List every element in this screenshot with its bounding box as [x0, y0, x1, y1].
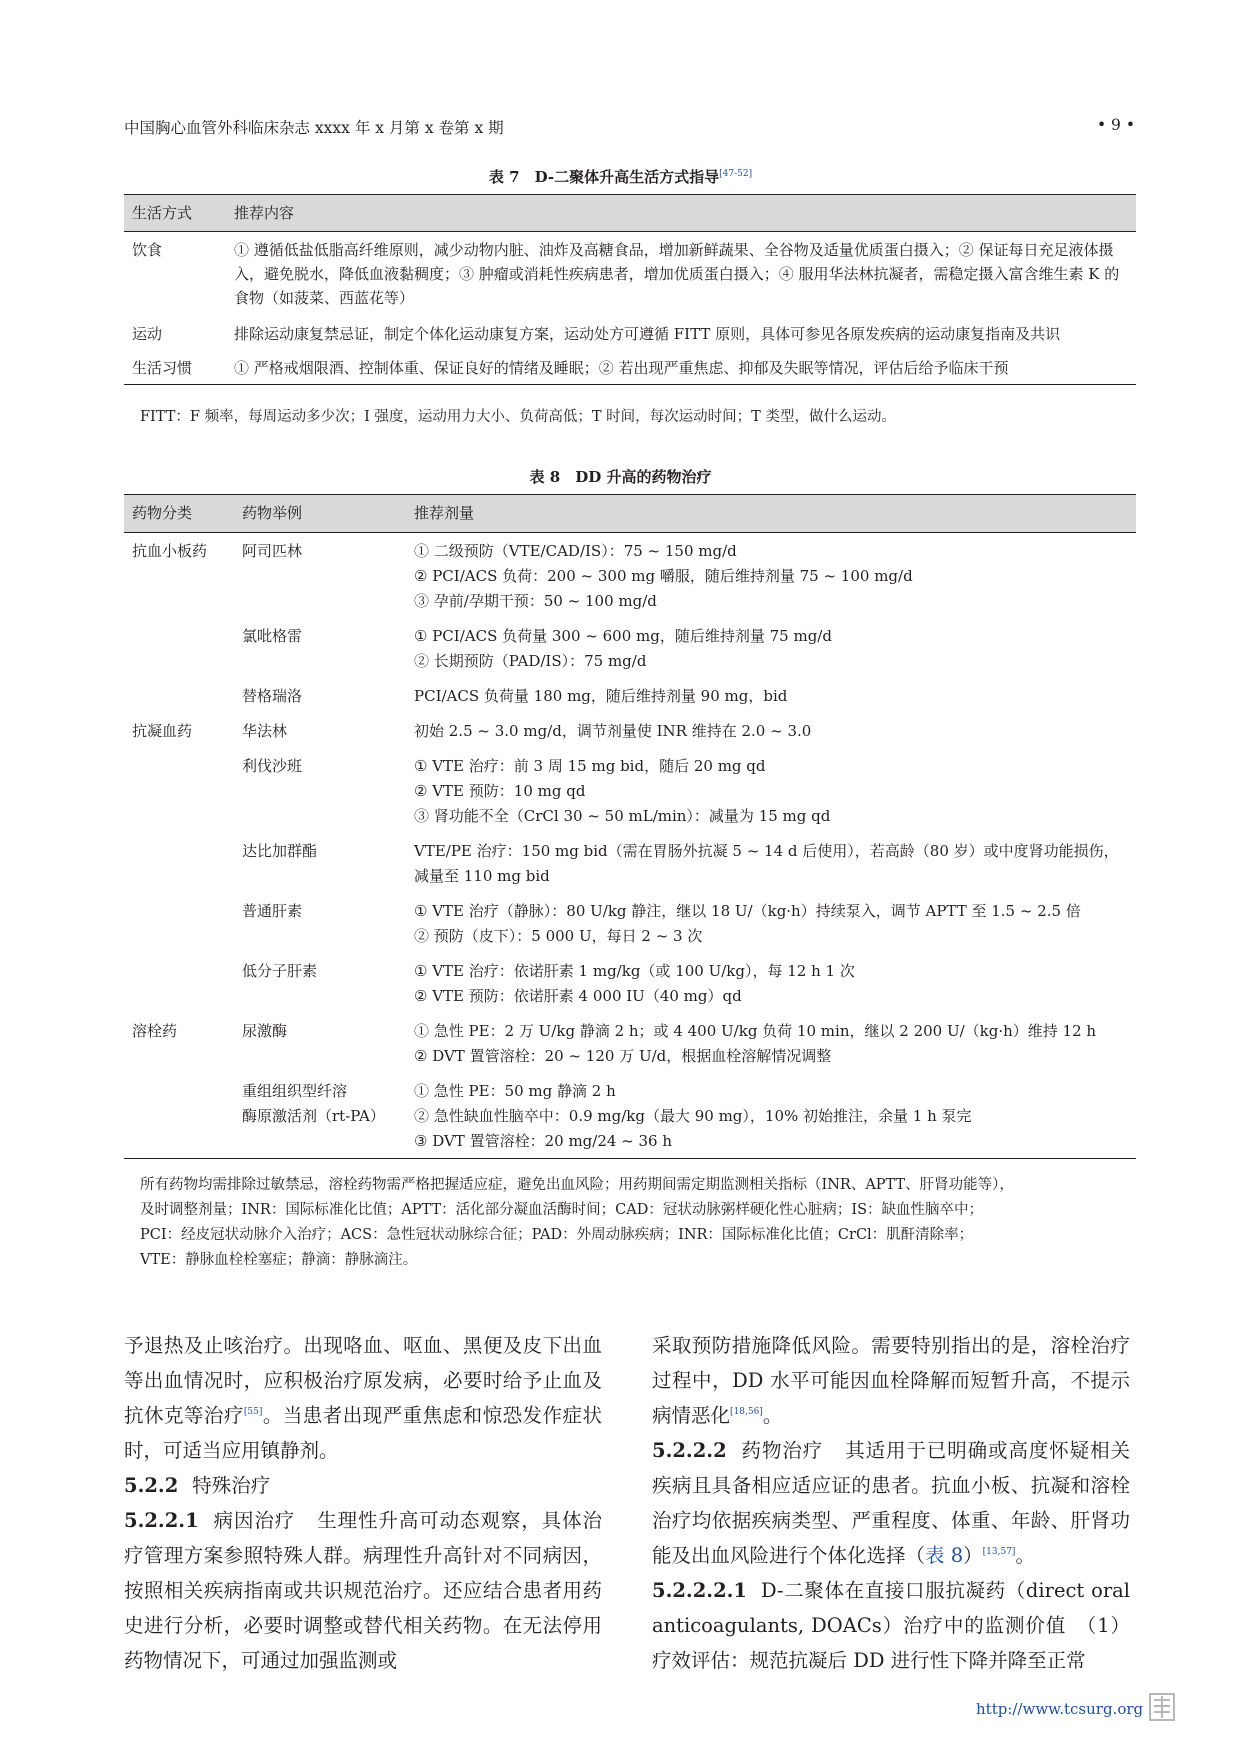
table8-drug	[234, 533, 406, 619]
table-row	[124, 533, 1136, 619]
body-left-column	[124, 1328, 602, 1678]
table-8-link[interactable]: 表 8	[925, 1544, 964, 1567]
table7-category: 运动	[132, 324, 163, 343]
table-row	[124, 316, 1136, 350]
table7-content: ① 严格戒烟限酒、控制体重、保证良好的情绪及睡眠；② 若出现严重焦虑、抑郁及失眠等情况，评估后给予临床干预	[226, 350, 1136, 385]
citation[interactable]: [55]	[243, 1407, 263, 1417]
table8-col-header: 药物举例	[234, 495, 406, 533]
table8-footnote	[140, 1173, 1130, 1273]
table8-drug	[234, 833, 406, 893]
table-row	[124, 232, 1136, 316]
table8-category	[124, 748, 234, 833]
table7-title	[0, 166, 1241, 187]
body-paragraph	[124, 1328, 602, 1468]
table8-drug	[234, 678, 406, 713]
dose-line: ② 预防（皮下）：5 000 U，每日 2 ~ 3 次	[414, 927, 703, 945]
drug-name: 氯吡格雷	[242, 627, 303, 645]
body-text: 生理性升高可动态观察，具体治疗管理方案参照特殊人群。病理性升高针对不同病因，按照相关疾病指南或共识规范治疗。还应结合患者用药史进行分析，必要时调整或替代相关药物。在无法停用药物情况下，可通过加强监测或	[124, 1509, 602, 1672]
dose-line: ② VTE 预防：依诺肝素 4 000 IU（40 mg）qd	[414, 987, 742, 1005]
table8-dose	[406, 1013, 1136, 1073]
table7-footnote: FITT：F 频率，每周运动多少次；I 强度，运动用力大小、负荷高低；T 时间，每次运动时间；T 类型，做什么运动。	[140, 409, 896, 425]
table8-dose	[406, 1073, 1136, 1159]
section-number: 5.2.2.2	[652, 1439, 727, 1462]
drug-name: 尿激酶	[242, 1022, 288, 1040]
dose-line: ② VTE 预防：10 mg qd	[414, 782, 586, 800]
dose-line: ① 急性 PE：50 mg 静滴 2 h	[414, 1082, 616, 1100]
dose-line: ① PCI/ACS 负荷量 300 ~ 600 mg，随后维持剂量 75 mg/d	[414, 627, 832, 645]
table8-dose	[406, 893, 1136, 953]
table8-drug	[234, 618, 406, 678]
table8-dose	[406, 678, 1136, 713]
body-text: D-二聚体在直接口服抗凝药（direct oral anticoagulants, DOACs）治疗中的监测价值 （1）疗效评估：规范抗凝后 DD 进行性下降并降至正常	[652, 1579, 1130, 1672]
table8-category: 抗凝血药	[132, 722, 193, 740]
table7-ref[interactable]: [47-52]	[719, 169, 753, 179]
table8-category: 溶栓药	[132, 1022, 178, 1040]
table8-category	[124, 893, 234, 953]
table8-drug	[234, 1013, 406, 1073]
page-number: • 9 •	[1096, 116, 1135, 134]
body-text: 予退热及止咳治疗。出现咯血、呕血、黑便及皮下出血等出血情况时，应积极治疗原发病，必要时给予止血及抗休克等治疗	[124, 1334, 602, 1427]
body-paragraph	[652, 1433, 1130, 1573]
dose-line: VTE/PE 治疗：150 mg bid（需在胃肠外抗凝 5 ~ 14 d 后使用），若高龄（80 岁）或中度肾功能损伤，减量至 110 mg bid	[414, 842, 1119, 885]
drug-name: 达比加群酯	[242, 842, 318, 860]
dose-line: ② DVT 置管溶栓：20 ~ 120 万 U/d，根据血栓溶解情况调整	[414, 1047, 832, 1065]
body-text: 。	[1015, 1544, 1035, 1567]
section-number: 5.2.2	[124, 1474, 179, 1497]
table-row	[124, 748, 1136, 833]
drug-name: 阿司匹林	[242, 542, 303, 560]
table7-header-row	[124, 195, 1136, 232]
table8	[124, 494, 1136, 1159]
body-text: ）	[963, 1544, 983, 1567]
table7-title-text: 表 7 D-二聚体升高生活方式指导	[488, 168, 720, 186]
footnote-line: PCI：经皮冠状动脉介入治疗；ACS：急性冠状动脉综合征；PAD：外周动脉疾病；INR：国际标准化比值；CrCl：肌酐清除率；	[140, 1227, 974, 1243]
table8-col-header: 药物分类	[124, 495, 234, 533]
table8-category	[124, 618, 234, 678]
table8-drug	[234, 953, 406, 1013]
table-row	[124, 678, 1136, 713]
drug-name: 利伐沙班	[242, 757, 303, 775]
footnote-line: 及时调整剂量；INR：国际标准化比值；APTT：活化部分凝血活酶时间；CAD：冠状动脉粥样硬化性心脏病；IS：缺血性脑卒中；	[140, 1202, 984, 1218]
body-paragraph	[652, 1573, 1130, 1678]
dose-line: ③ DVT 置管溶栓：20 mg/24 ~ 36 h	[414, 1132, 673, 1150]
citation[interactable]: [13,57]	[982, 1547, 1016, 1557]
drug-name: 普通肝素	[242, 902, 303, 920]
table-row	[124, 1073, 1136, 1159]
dose-line: ② 急性缺血性脑卒中：0.9 mg/kg（最大 90 mg），10% 初始推注，余量 1 h 泵完	[414, 1107, 972, 1125]
dose-line: ① VTE 治疗（静脉）：80 U/kg 静注，继以 18 U/（kg·h）持续泵入，调节 APTT 至 1.5 ~ 2.5 倍	[414, 902, 1081, 920]
body-text: 。当患者出现严重焦虑和惊恐发作症状时，可适当应用镇静剂。	[124, 1404, 602, 1462]
table-row	[124, 833, 1136, 893]
table8-drug	[234, 713, 406, 748]
table8-dose	[406, 713, 1136, 748]
body-right-column	[652, 1328, 1130, 1678]
table7	[124, 194, 1136, 385]
section-number: 5.2.2.1	[124, 1509, 199, 1532]
table7-content: ① 遵循低盐低脂高纤维原则，减少动物内脏、油炸及高糖食品，增加新鲜蔬果、全谷物及适量优质蛋白摄入；② 保证每日充足液体摄入，避免脱水，降低血液黏稠度；③ 肿瘤或消耗性疾病患者，增加优质蛋白摄入；④ 服用华法林抗凝者，需稳定摄入富含维生素 K 的食物（如菠菜、西蓝花等）	[234, 241, 1120, 307]
journal-logo-icon	[1148, 1692, 1176, 1722]
dose-line: 初始 2.5 ~ 3.0 mg/d，调节剂量使 INR 维持在 2.0 ~ 3.0	[414, 722, 812, 740]
site-url-link[interactable]: http://www.tcsurg.org	[976, 1700, 1144, 1718]
table-row	[124, 713, 1136, 748]
body-paragraph	[124, 1503, 602, 1678]
table7-col-header: 推荐内容	[226, 195, 1136, 232]
journal-title: 中国胸心血管外科临床杂志 xxxx 年 x 月第 x 卷第 x 期	[124, 119, 504, 137]
table8-drug	[234, 893, 406, 953]
table8-header-row	[124, 495, 1136, 533]
drug-name: 酶原激活剂（rt-PA）	[242, 1107, 385, 1125]
body-paragraph	[652, 1328, 1130, 1433]
section-heading-5-2-2	[124, 1468, 602, 1503]
dose-line: ① VTE 治疗：前 3 周 15 mg bid，随后 20 mg qd	[414, 757, 766, 775]
table7-col-header: 生活方式	[124, 195, 226, 232]
section-title: 特殊治疗	[192, 1474, 271, 1497]
drug-name: 替格瑞洛	[242, 687, 303, 705]
table8-dose	[406, 953, 1136, 1013]
drug-name: 低分子肝素	[242, 962, 318, 980]
table8-dose	[406, 533, 1136, 619]
table8-category	[124, 1073, 234, 1159]
table8-category	[124, 678, 234, 713]
drug-name: 华法林	[242, 722, 288, 740]
table8-category	[124, 953, 234, 1013]
citation[interactable]: [18,56]	[730, 1407, 763, 1417]
table8-dose	[406, 618, 1136, 678]
running-header	[124, 116, 1135, 142]
table8-dose	[406, 833, 1136, 893]
table-row	[124, 893, 1136, 953]
drug-name: 重组组织型纤溶	[242, 1082, 348, 1100]
section-number: 5.2.2.2.1	[652, 1579, 747, 1602]
dose-line: ② 长期预防（PAD/IS）：75 mg/d	[414, 652, 647, 670]
body-text: 采取预防措施降低风险。需要特别指出的是，溶栓治疗过程中，DD 水平可能因血栓降解而短暂升高，不提示病情恶化	[652, 1334, 1130, 1427]
table8-drug	[234, 1073, 406, 1159]
footnote-line: 所有药物均需排除过敏禁忌，溶栓药物需严格把握适应症，避免出血风险；用药期间需定期监测相关指标（INR、APTT、肝肾功能等），	[140, 1177, 1014, 1193]
body-text: 其适用于已明确或高度怀疑相关疾病且具备相应适应证的患者。抗血小板、抗凝和溶栓治疗均依据疾病类型、严重程度、体重、年龄、肝肾功能及出血风险进行个体化选择（	[652, 1439, 1130, 1567]
table8-category	[124, 833, 234, 893]
dose-line: ③ 孕前/孕期干预：50 ~ 100 mg/d	[414, 592, 657, 610]
table8-title: 表 8 DD 升高的药物治疗	[529, 468, 712, 486]
table8-dose	[406, 748, 1136, 833]
body-text: 。	[762, 1404, 783, 1427]
table7-category: 生活习惯	[124, 350, 226, 385]
section-title: 药物治疗	[740, 1439, 824, 1462]
table8-category: 抗血小板药	[132, 542, 208, 560]
table-row	[124, 1013, 1136, 1073]
table-row	[124, 618, 1136, 678]
dose-line: ② PCI/ACS 负荷：200 ~ 300 mg 嚼服，随后维持剂量 75 ~ 100 mg/d	[414, 567, 913, 585]
section-title: 病因治疗	[212, 1509, 296, 1532]
dose-line: ① VTE 治疗：依诺肝素 1 mg/kg（或 100 U/kg），每 12 h 1 次	[414, 962, 855, 980]
table8-col-header: 推荐剂量	[406, 495, 1136, 533]
dose-line: ③ 肾功能不全（CrCl 30 ~ 50 mL/min）：减量为 15 mg qd	[414, 807, 831, 825]
dose-line: PCI/ACS 负荷量 180 mg，随后维持剂量 90 mg，bid	[414, 687, 788, 705]
table7-content: 排除运动康复禁忌证，制定个体化运动康复方案，运动处方可遵循 FITT 原则，具体可参见各原发疾病的运动康复指南及共识	[234, 324, 1061, 343]
table-row	[124, 953, 1136, 1013]
table7-category: 饮食	[132, 241, 163, 259]
table-row	[124, 350, 1136, 385]
dose-line: ① 急性 PE：2 万 U/kg 静滴 2 h；或 4 400 U/kg 负荷 10 min，继以 2 200 U/（kg·h）维持 12 h	[414, 1022, 1097, 1040]
footnote-line: VTE：静脉血栓栓塞症；静滴：静脉滴注。	[140, 1252, 418, 1268]
table8-drug	[234, 748, 406, 833]
dose-line: ① 二级预防（VTE/CAD/IS）：75 ~ 150 mg/d	[414, 542, 737, 560]
